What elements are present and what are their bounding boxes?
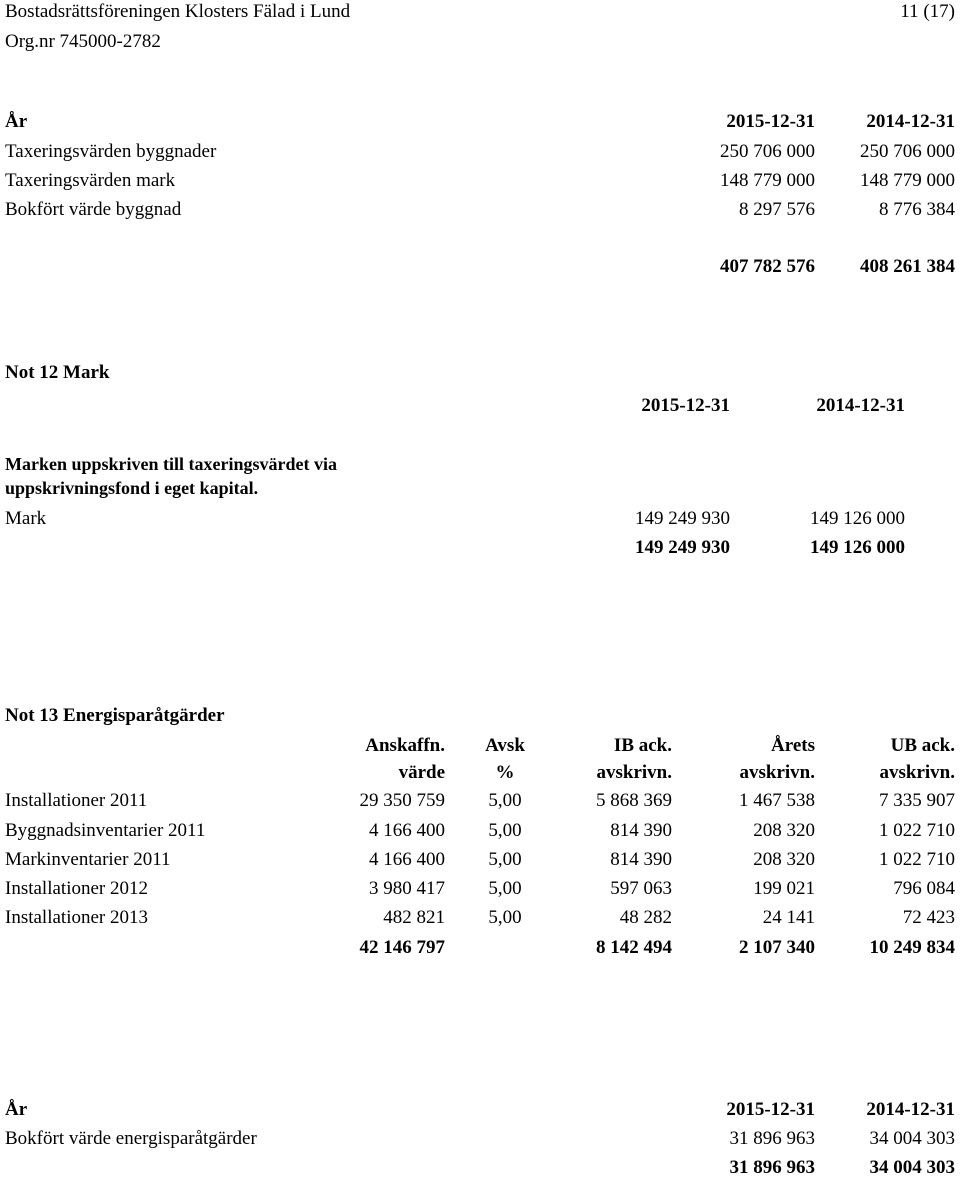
- column-header: avskrivn.: [596, 762, 672, 783]
- note-title: Not 13 Energisparåtgärder: [5, 705, 225, 726]
- row-label: Mark: [5, 508, 47, 529]
- value-2015: 149 249 930: [635, 508, 730, 529]
- value-2015: 148 779 000: [720, 170, 815, 191]
- value-2014: 149 126 000: [810, 508, 905, 529]
- cell-year-depreciation: 208 320: [753, 820, 815, 841]
- column-header: Avsk: [485, 735, 525, 756]
- page-number: 11 (17): [900, 1, 955, 22]
- cell-depreciation-rate: 5,00: [488, 907, 522, 928]
- column-header: avskrivn.: [879, 762, 955, 783]
- cell-opening-depreciation: 5 868 369: [596, 790, 672, 811]
- value-2015: 8 297 576: [739, 199, 815, 220]
- note-description: Marken uppskriven till taxeringsvärdet via: [5, 454, 337, 474]
- cell-opening-depreciation: 814 390: [610, 820, 672, 841]
- column-header: avskrivn.: [739, 762, 815, 783]
- row-label: Taxeringsvärden byggnader: [5, 141, 217, 162]
- cell-opening-depreciation: 814 390: [610, 849, 672, 870]
- cell-closing-depreciation: 7 335 907: [879, 790, 955, 811]
- row-label: Installationer 2012: [5, 878, 148, 899]
- cell-closing-depreciation: 796 084: [893, 878, 955, 899]
- cell-opening-depreciation: 48 282: [619, 907, 672, 928]
- cell-closing-depreciation: 1 022 710: [879, 849, 955, 870]
- value-2014: 148 779 000: [860, 170, 955, 191]
- value-2014: 250 706 000: [860, 141, 955, 162]
- cell-depreciation-rate: 5,00: [488, 849, 522, 870]
- cell-depreciation-rate: 5,00: [488, 820, 522, 841]
- row-label: Markinventarier 2011: [5, 849, 171, 870]
- cell-acquisition-value: 29 350 759: [359, 790, 445, 811]
- column-header: IB ack.: [613, 735, 672, 756]
- row-label: Byggnadsinventarier 2011: [5, 820, 206, 841]
- column-header-2015: 2015-12-31: [726, 1099, 815, 1120]
- column-header-2014: 2014-12-31: [866, 1099, 955, 1120]
- total-opening-depreciation: 8 142 494: [596, 937, 672, 958]
- value-2014: 34 004 303: [869, 1128, 955, 1149]
- cell-depreciation-rate: 5,00: [488, 878, 522, 899]
- cell-year-depreciation: 1 467 538: [739, 790, 815, 811]
- cell-acquisition-value: 3 980 417: [369, 878, 445, 899]
- row-label: Taxeringsvärden mark: [5, 170, 176, 191]
- column-header: Anskaffn.: [365, 735, 445, 756]
- year-heading: År: [5, 111, 28, 132]
- row-label: Bokfört värde energisparåtgärder: [5, 1128, 257, 1149]
- cell-depreciation-rate: 5,00: [488, 790, 522, 811]
- total-2015: 149 249 930: [635, 537, 730, 558]
- cell-year-depreciation: 199 021: [753, 878, 815, 899]
- row-label: Bokfört värde byggnad: [5, 199, 182, 220]
- cell-acquisition-value: 4 166 400: [369, 820, 445, 841]
- value-2015: 31 896 963: [729, 1128, 815, 1149]
- total-2015: 31 896 963: [729, 1157, 815, 1178]
- column-header: %: [495, 762, 515, 783]
- total-2014: 149 126 000: [810, 537, 905, 558]
- row-label: Installationer 2013: [5, 907, 148, 928]
- cell-year-depreciation: 208 320: [753, 849, 815, 870]
- total-acquisition-value: 42 146 797: [359, 937, 445, 958]
- total-year-depreciation: 2 107 340: [739, 937, 815, 958]
- value-2015: 250 706 000: [720, 141, 815, 162]
- cell-closing-depreciation: 1 022 710: [879, 820, 955, 841]
- organization-name: Bostadsrättsföreningen Klosters Fälad i Lund: [5, 1, 351, 22]
- cell-opening-depreciation: 597 063: [610, 878, 672, 899]
- total-2015: 407 782 576: [720, 256, 815, 277]
- cell-acquisition-value: 482 821: [383, 907, 445, 928]
- organization-number: Org.nr 745000-2782: [5, 31, 161, 52]
- column-header-2014: 2014-12-31: [866, 111, 955, 132]
- cell-year-depreciation: 24 141: [762, 907, 815, 928]
- cell-closing-depreciation: 72 423: [902, 907, 955, 928]
- value-2014: 8 776 384: [879, 199, 955, 220]
- column-header: UB ack.: [890, 735, 955, 756]
- column-header-2015: 2015-12-31: [726, 111, 815, 132]
- note-description: uppskrivningsfond i eget kapital.: [5, 478, 259, 498]
- column-header: värde: [398, 762, 445, 783]
- total-2014: 408 261 384: [860, 256, 955, 277]
- total-closing-depreciation: 10 249 834: [869, 937, 955, 958]
- cell-acquisition-value: 4 166 400: [369, 849, 445, 870]
- total-2014: 34 004 303: [869, 1157, 955, 1178]
- row-label: Installationer 2011: [5, 790, 148, 811]
- column-header-2015: 2015-12-31: [641, 395, 730, 416]
- column-header-2014: 2014-12-31: [816, 395, 905, 416]
- column-header: Årets: [771, 735, 815, 756]
- year-heading: År: [5, 1099, 28, 1120]
- note-title: Not 12 Mark: [5, 362, 110, 383]
